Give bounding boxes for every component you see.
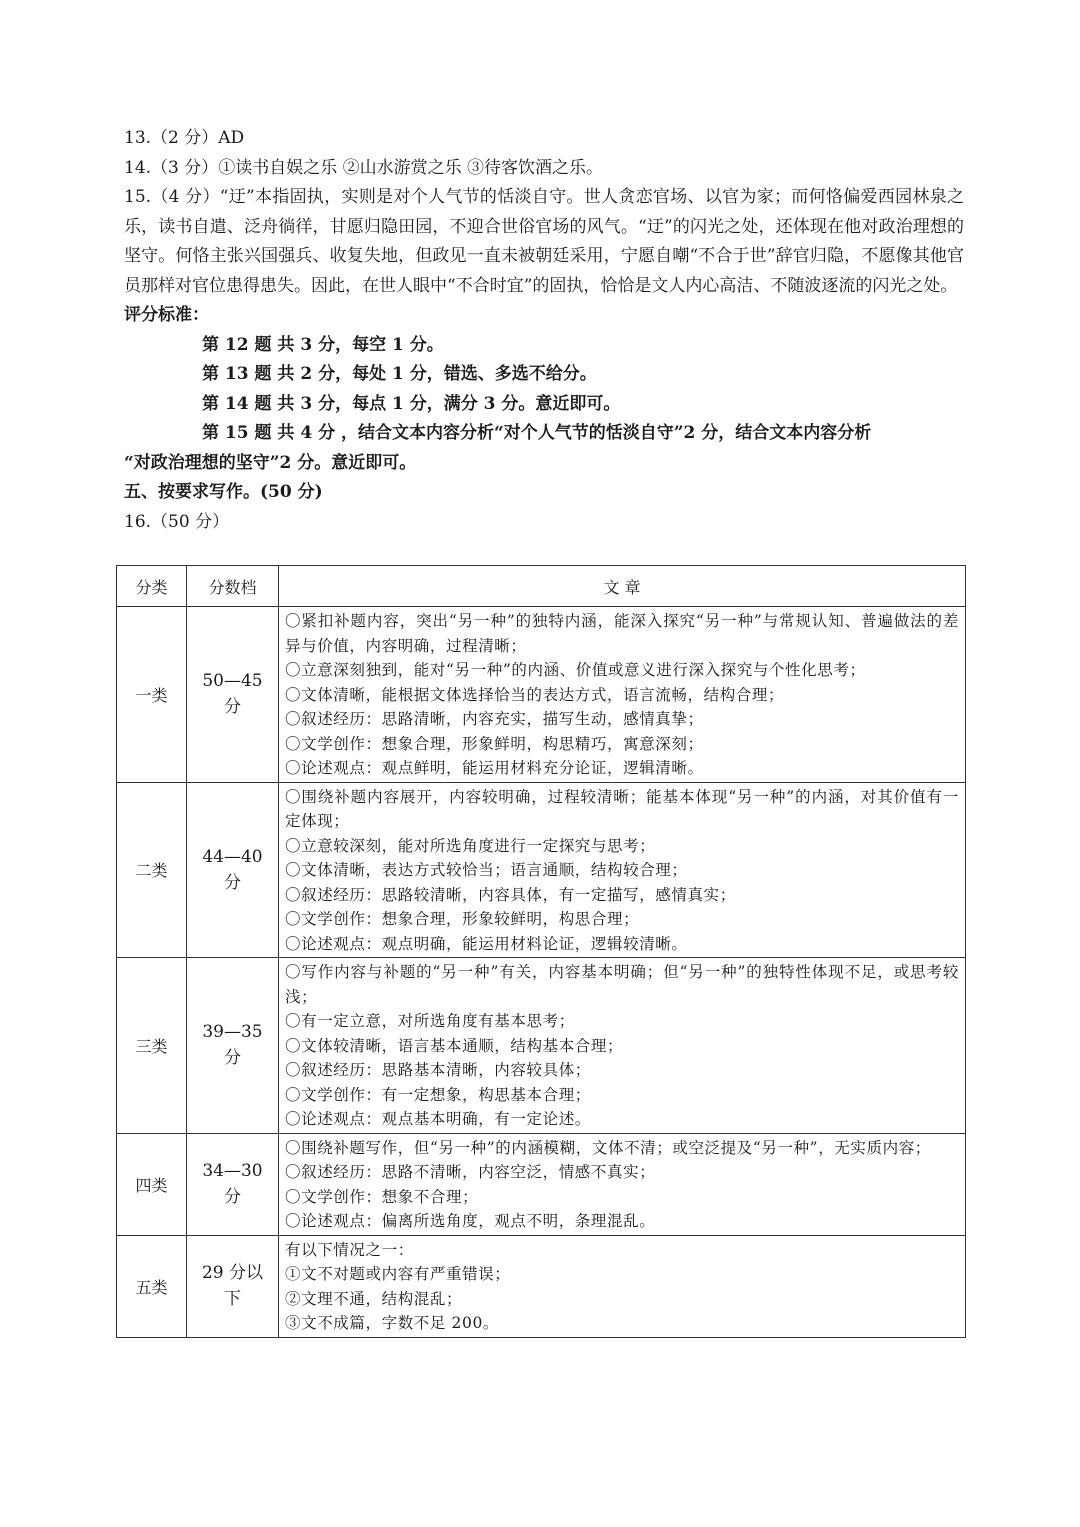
criteria-cell xyxy=(279,782,966,958)
section5-title: 五、按要求写作。(50 分) xyxy=(124,482,323,502)
score-band-unit: 分 xyxy=(224,872,241,893)
score-band-range: 29 分以 xyxy=(201,1263,264,1283)
score-band-cell xyxy=(187,607,279,783)
header-category: 分类 xyxy=(117,566,187,607)
criteria-item: 〇论述观点：观点基本明确，有一定论述。 xyxy=(285,1110,591,1128)
score-band-range: 50—45 xyxy=(202,671,263,692)
criteria-cell xyxy=(279,1235,966,1337)
score-band-cell xyxy=(187,958,279,1134)
criteria-item: 〇文学创作：有一定想象，构思基本合理； xyxy=(285,1085,591,1104)
criteria-item: 〇叙述经历：思路清晰，内容充实，描写生动，感情真挚； xyxy=(285,710,704,728)
criteria-item: 〇文体清晰，表达方式较恰当；语言通顺，结构较合理； xyxy=(285,861,688,879)
score-band-range: 34—30 xyxy=(202,1161,263,1181)
criteria-item: 〇文学创作：想象合理，形象较鲜明，构思合理； xyxy=(285,910,640,928)
criteria-item: 〇写作内容与补题的“另一种”有关，内容基本明确；但“另一种”的独特性体现不足，或思考较浅； xyxy=(285,963,959,1006)
criteria-item: ①文不对题或内容有严重错误； xyxy=(285,1265,511,1283)
table-row xyxy=(117,958,966,1134)
scoring-q14: 第 14 题 共 3 分，每点 1 分，满分 3 分。意近即可。 xyxy=(202,393,621,414)
scoring-q13: 第 13 题 共 2 分，每处 1 分，错选、多选不给分。 xyxy=(202,364,597,384)
criteria-item: 〇围绕补题内容展开，内容较明确，过程较清晰；能基本体现“另一种”的内涵，对其价值有一定体现； xyxy=(285,787,959,830)
answer-q15: 15.（4 分）“迂”本指固执，实则是对个人气节的恬淡自守。世人贪恋官场、以官为家；而何恪偏爱西园林泉之乐，读书自遣、泛舟徜徉，甘愿归隐田园，不迎合世俗官场的风气。“迂”的闪光之处，还体现在他对政治理想的坚守。何恪主张兴国强兵、收复失地，但政见一直未被朝廷采用，宁愿自嘲“不合于世”辞官归隐，不愿像其他官员那样对官位患得患失。因此，在世人眼中“不合时宜”的固执，恰恰是文人内心高洁、不随波逐流的闪光之处。 xyxy=(124,187,964,296)
score-band-cell xyxy=(187,1133,279,1235)
criteria-item: 〇叙述经历：思路不清晰，内容空泛，情感不真实； xyxy=(285,1163,656,1181)
table-body xyxy=(117,607,966,1338)
table-row xyxy=(117,782,966,958)
question-16: 16.（50 分） xyxy=(124,511,230,532)
criteria-item: 〇叙述经历：思路基本清晰，内容较具体； xyxy=(285,1061,591,1079)
criteria-item: 〇叙述经历：思路较清晰，内容具体，有一定描写，感情真实； xyxy=(285,885,736,904)
category-cell: 五类 xyxy=(117,1235,187,1337)
criteria-item: 〇立意较深刻，能对所选角度进行一定探究与思考； xyxy=(285,836,656,855)
criteria-item: 〇有一定立意，对所选角度有基本思考； xyxy=(285,1012,575,1030)
scoring-title: 评分标准： xyxy=(124,305,209,325)
header-essay: 文 章 xyxy=(279,566,966,607)
score-band-unit: 分 xyxy=(224,697,241,718)
scoring-q15-line2: “对政治理想的坚守”2 分。意近即可。 xyxy=(124,452,417,473)
score-band-cell xyxy=(187,782,279,958)
criteria-item: ③文不成篇，字数不足 200。 xyxy=(285,1314,500,1332)
table-row xyxy=(117,1235,966,1337)
category-cell: 一类 xyxy=(117,607,187,783)
table-row xyxy=(117,1133,966,1235)
category-cell: 三类 xyxy=(117,958,187,1134)
criteria-item: 〇文体清晰，能根据文体选择恰当的表达方式，语言流畅，结构合理； xyxy=(285,685,785,704)
criteria-item: 〇文学创作：想象不合理； xyxy=(285,1187,479,1206)
criteria-cell xyxy=(279,958,966,1134)
criteria-item: 〇论述观点：偏离所选角度，观点不明，条理混乱。 xyxy=(285,1212,656,1230)
answer-q14: 14.（3 分）①读书自娱之乐 ②山水游赏之乐 ③待客饮酒之乐。 xyxy=(124,157,604,178)
score-band-range: 39—35 xyxy=(202,1022,263,1043)
criteria-item: 〇论述观点：观点鲜明，能运用材料充分论证，逻辑清晰。 xyxy=(285,759,704,777)
criteria-item: 〇立意深刻独到，能对“另一种”的内涵、价值或意义进行深入探究与个性化思考； xyxy=(285,661,866,679)
answer-q13: 13.（2 分）AD xyxy=(124,128,245,148)
criteria-item: ②文理不通，结构混乱； xyxy=(285,1289,463,1308)
criteria-cell xyxy=(279,607,966,783)
criteria-item: 〇论述观点：观点明确，能运用材料论证，逻辑较清晰。 xyxy=(285,934,688,953)
score-band-unit: 下 xyxy=(224,1289,241,1309)
criteria-item: 〇文学创作：想象合理，形象鲜明，构思精巧，寓意深刻； xyxy=(285,734,704,753)
criteria-cell xyxy=(279,1133,966,1235)
category-cell: 四类 xyxy=(117,1133,187,1235)
criteria-item: 〇围绕补题写作，但“另一种”的内涵模糊，文体不清；或空泛提及“另一种”，无实质内容； xyxy=(285,1138,931,1157)
scoring-q12: 第 12 题 共 3 分，每空 1 分。 xyxy=(202,334,444,355)
score-band-range: 44—40 xyxy=(202,846,263,867)
category-cell: 二类 xyxy=(117,782,187,958)
score-band-unit: 分 xyxy=(224,1187,241,1207)
scoring-rubric-table xyxy=(116,565,966,1338)
answer-section xyxy=(124,124,964,537)
score-band-unit: 分 xyxy=(224,1048,241,1069)
criteria-item: 〇文体较清晰，语言基本通顺，结构基本合理； xyxy=(285,1036,624,1055)
header-score: 分数档 xyxy=(187,566,279,607)
scoring-q15-line1: 第 15 题 共 4 分 ，结合文本内容分析“对个人气节的恬淡自守”2 分，结合文本内容分析 xyxy=(202,423,872,443)
table-row xyxy=(117,607,966,783)
criteria-item: 有以下情况之一： xyxy=(285,1240,414,1259)
table-header-row xyxy=(117,566,966,607)
criteria-item: 〇紧扣补题内容，突出“另一种”的独特内涵，能深入探究“另一种”与常规认知、普遍做法的差异与价值，内容明确，过程清晰； xyxy=(285,612,959,655)
score-band-cell xyxy=(187,1235,279,1337)
